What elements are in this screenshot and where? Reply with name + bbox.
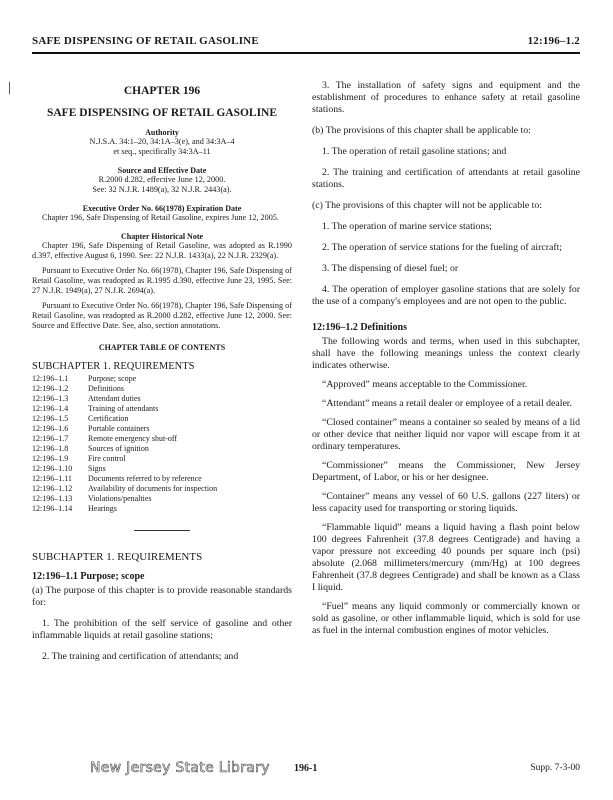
toc-entry-title: Remote emergency shut-off — [88, 434, 178, 443]
toc-entry-number: 12:196–1.1 — [32, 374, 69, 383]
toc-entry-number: 12:196–1.8 — [32, 444, 69, 453]
left-column — [32, 80, 292, 663]
chapter-number: CHAPTER 196 — [123, 85, 201, 97]
toc-entry-number: 12:196–1.14 — [32, 504, 73, 513]
subsection-text: (b) The provisions of this chapter shall be applicable to: — [312, 125, 531, 136]
toc-entry — [32, 374, 292, 384]
list-item: 3. The dispensing of diesel fuel; or — [322, 263, 459, 274]
list-item: 1. The operation of marine service stations; — [322, 221, 492, 232]
subsection-text: (c) The provisions of this chapter will not be applicable to: — [312, 200, 542, 211]
chapter-title: SAFE DISPENSING OF RETAIL GASOLINE — [46, 107, 278, 119]
toc-entry — [32, 414, 292, 424]
list-item: 1. The operation of retail gasoline stations; and — [322, 146, 507, 157]
toc-entry-number: 12:196–1.3 — [32, 394, 69, 403]
toc-entry-title: Sources of ignition — [88, 444, 149, 453]
page-footer — [32, 760, 580, 780]
toc-entry — [32, 504, 292, 514]
definition: “Commissioner” means the Commissioner, New Jersey Department, of Labor, or his or her designee. — [312, 460, 580, 483]
toc-entry — [32, 474, 292, 484]
toc-entry-number: 12:196–1.12 — [32, 484, 73, 493]
toc-entry-title: Hearings — [88, 504, 117, 513]
list-item: 2. The training and certification of attendants at retail gasoline stations. — [312, 167, 580, 190]
page-number: 196-1 — [294, 763, 318, 774]
toc-entry-number: 12:196–1.9 — [32, 454, 69, 463]
toc-entry-number: 12:196–1.4 — [32, 404, 69, 413]
definition: “Fuel” means any liquid commonly or commercially known or sold as gasoline, or other inflammable liquid, which is sold for use as fuel in the internal combustion engines of motor vehicles. — [312, 601, 580, 636]
expiration-text: Chapter 196, Safe Dispensing of Retail Gasoline, expires June 12, 2005. — [42, 213, 279, 222]
toc-entry-number: 12:196–1.2 — [32, 384, 69, 393]
toc-entry-number: 12:196–1.13 — [32, 494, 73, 503]
toc-entry-title: Signs — [88, 464, 106, 473]
section-divider — [134, 530, 190, 531]
toc-entry-number: 12:196–1.10 — [32, 464, 73, 473]
header-title: SAFE DISPENSING OF RETAIL GASOLINE — [32, 35, 259, 47]
toc-entry-title: Documents referred to by reference — [88, 474, 202, 483]
historical-note-paragraph: Chapter 196, Safe Dispensing of Retail Gasoline, was adopted as R.1990 d.397, effective August 6, 1990. See: 22 N.J.R. 1433(a), 22 N.J.R. 2329(a). — [32, 241, 292, 260]
expiration-heading: Executive Order No. 66(1978) Expiration Date — [82, 204, 242, 213]
source-line: See: 32 N.J.R. 1489(a), 32 N.J.R. 2443(a). — [92, 185, 232, 194]
toc-entry-title: Availability of documents for inspection — [88, 484, 218, 493]
toc-entry-number: 12:196–1.11 — [32, 474, 72, 483]
list-item: 2. The training and certification of attendants; and — [42, 651, 239, 662]
definitions-intro: The following words and terms, when used in this subchapter, shall have the following meanings unless the context clearly indicates otherwise. — [312, 336, 580, 371]
historical-note-paragraph: Pursuant to Executive Order No. 66(1978), Chapter 196, Safe Dispensing of Retail Gasoline, was readopted as R.1995 d.390, effective June 23, 1995. See: 27 N.J.R. 1949(a), 27 N.J.R. 2694(a). — [32, 266, 292, 295]
toc-entry-title: Training of attendants — [88, 404, 159, 413]
toc-entry-title: Definitions — [88, 384, 124, 393]
authority-heading: Authority — [145, 128, 179, 137]
subchapter-heading: SUBCHAPTER 1. REQUIREMENTS — [32, 551, 203, 563]
toc-entry-title: Attendant duties — [88, 394, 141, 403]
toc-entry — [32, 424, 292, 434]
toc-entry — [32, 494, 292, 504]
toc-entry — [32, 384, 292, 394]
header-section-number: 12:196–1.2 — [527, 35, 580, 47]
section-heading: 12:196–1.2 Definitions — [312, 322, 407, 333]
toc-entry-title: Fire control — [88, 454, 126, 463]
definition: “Attendant” means a retail dealer or employee of a retail dealer. — [322, 398, 572, 409]
toc-entry — [32, 404, 292, 414]
subsection-text: (a) The purpose of this chapter is to provide reasonable standards for: — [32, 585, 292, 608]
section-heading: 12:196–1.1 Purpose; scope — [32, 571, 145, 582]
list-item: 3. The installation of safety signs and equipment and the establishment of procedures to enhance safety at retail gasoline stations. — [312, 80, 580, 115]
toc-entry-title: Certification — [88, 414, 129, 423]
source-heading: Source and Effective Date — [117, 166, 207, 175]
toc-entry-number: 12:196–1.5 — [32, 414, 69, 423]
toc-heading: CHAPTER TABLE OF CONTENTS — [98, 343, 226, 352]
list-item: 2. The operation of service stations for the fueling of aircraft; — [322, 242, 563, 253]
source-line: R.2000 d.282, effective June 12, 2000. — [98, 175, 226, 184]
toc-entry — [32, 484, 292, 494]
toc-entry — [32, 444, 292, 454]
definition: “Closed container” means a container so sealed by means of a lid or other device that neither liquid nor vapor will escape from it at ordinary temperatures. — [312, 417, 580, 452]
toc-entry-title: Portable containers — [88, 424, 150, 433]
table-of-contents — [32, 374, 292, 514]
historical-note-paragraph: Pursuant to Executive Order No. 66(1978), Chapter 196, Safe Dispensing of Retail Gasoline, was readopted as R.2000 d.282, effective June 12, 2000. See: Source and Effective Date. See, also, section annotations. — [32, 301, 292, 330]
running-header — [32, 32, 580, 54]
authority-line: et seq., specifically 34:3A–11 — [113, 147, 211, 156]
toc-entry-title: Violations/penalties — [88, 494, 152, 503]
toc-entry — [32, 434, 292, 444]
margin-mark — [9, 82, 10, 94]
toc-entry — [32, 464, 292, 474]
authority-line: N.J.S.A. 34:1–20, 34:1A–3(e), and 34:3A–4 — [89, 137, 235, 146]
toc-entry-number: 12:196–1.7 — [32, 434, 69, 443]
toc-entry — [32, 454, 292, 464]
list-item: 1. The prohibition of the self service of gasoline and other inflammable liquids at retail gasoline stations; — [32, 618, 292, 641]
list-item: 4. The operation of employer gasoline stations that are solely for the use of a company's employees and are not open to the public. — [312, 284, 580, 307]
historical-note-heading: Chapter Historical Note — [120, 232, 204, 241]
library-watermark: New Jersey State Library — [90, 760, 270, 776]
toc-entry-title: Purpose; scope — [88, 374, 137, 383]
definition: “Flammable liquid” means a liquid having a flash point below 100 degrees Fahrenheit (37.8 degrees Centigrade) and having a vapor pressure not exceeding 40 pounds per square inch (psi) absolute (2.068 millimeters/mercury (mm/Hg) at 100 degrees Fahrenheit (37.8 degrees Centigrade) and shall be known as a Class I liquid. — [312, 522, 580, 593]
definition: “Container” means any vessel of 60 U.S. gallons (227 liters) or less capacity used for transporting or storing liquids. — [312, 491, 580, 514]
toc-entry — [32, 394, 292, 404]
toc-subchapter-title: SUBCHAPTER 1. REQUIREMENTS — [32, 361, 195, 372]
right-column — [312, 80, 580, 637]
toc-entry-number: 12:196–1.6 — [32, 424, 69, 433]
supplement-date: Supp. 7-3-00 — [530, 763, 580, 773]
definition: “Approved” means acceptable to the Commissioner. — [322, 379, 528, 390]
